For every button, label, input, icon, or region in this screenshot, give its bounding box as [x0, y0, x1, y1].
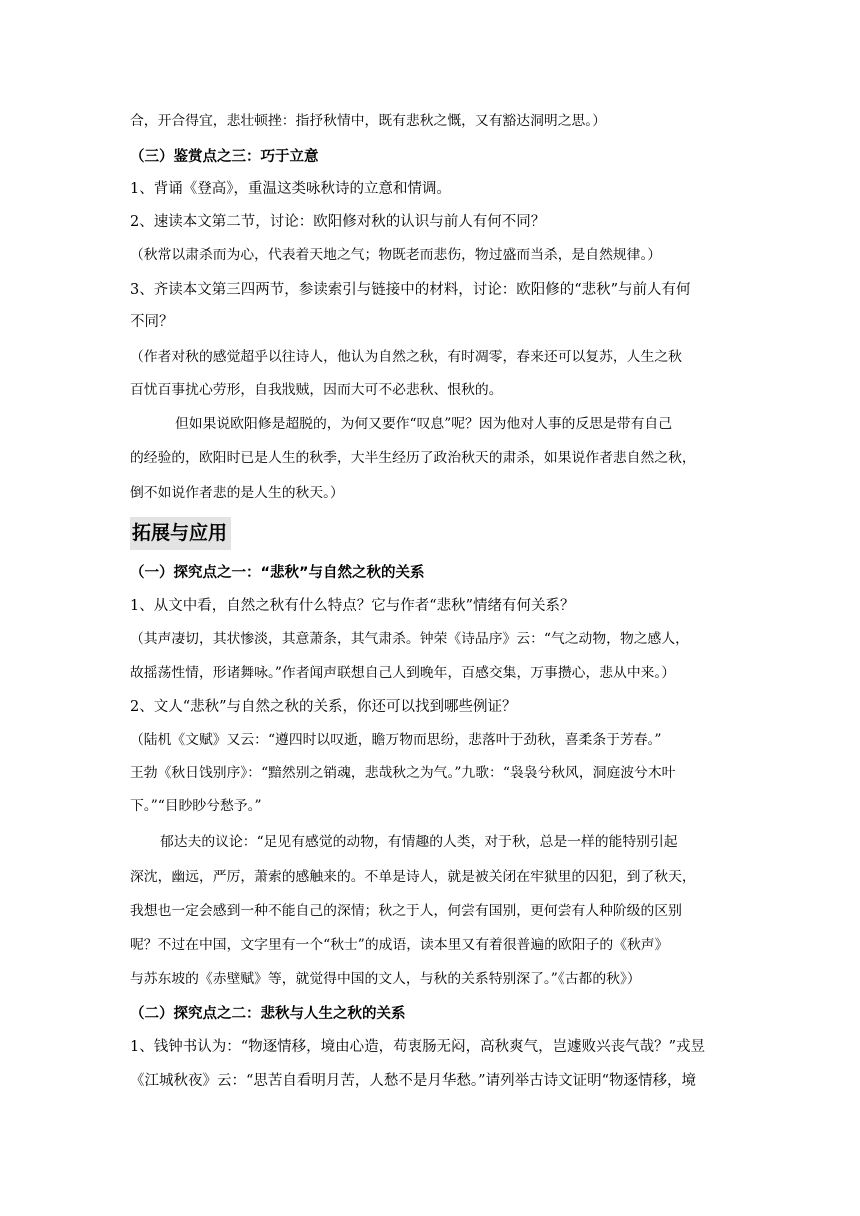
- text-line: 2、文人“悲秋”与自然之秋的关系，你还可以找到哪些例证？: [130, 699, 517, 715]
- text-line: 深沈，幽远，严厉，萧索的感触来的。不单是诗人，就是被关闭在牢狱里的囚犯，到了秋天，: [130, 869, 696, 885]
- text-line: 《江城秋夜》云：“思苦自看明月苦，人愁不是月华愁。”请列举古诗文证明“物逐情移，境: [130, 1073, 696, 1089]
- text-line: （其声凄切，其状惨淡，其意萧条，其气肃杀。钟荣《诗品序》云：“气之动物，物之感人，: [130, 631, 689, 647]
- text-line: 合，开合得宜，悲壮顿挫：指抒秋情中，既有悲秋之慨，又有豁达洞明之思。）: [130, 113, 606, 129]
- text-line: 的经验的，欧阳时已是人生的秋季，大半生经历了政治秋天的肃杀，如果说作者悲自然之秋，: [130, 450, 696, 466]
- text-line: 1、背诵《登高》，重温这类咏秋诗的立意和情调。: [130, 181, 451, 197]
- text-line: （作者对秋的感觉超乎以往诗人，他认为自然之秋，有时凋零，春来还可以复苏，人生之秋: [130, 349, 682, 365]
- text-line: 1、钱钟书认为：“物逐情移，境由心造，苟衷肠无闷，高秋爽气，岂遽败兴丧气哉？”戎昱: [130, 1039, 706, 1055]
- text-line: 3、齐读本文第三四两节，参读索引与链接中的材料，讨论：欧阳修的“悲秋”与前人有何: [130, 282, 691, 298]
- text-line: 王勃《秋日饯别序》：“黯然别之销魂，悲哉秋之为气。”九歌：“袅袅兮秋风，洞庭波兮木叶: [130, 765, 676, 781]
- text-line: 但如果说欧阳修是超脱的，为何又要作“叹息”呢？因为他对人事的反思是带有自己: [175, 416, 672, 432]
- text-line: 百忧百事扰心劳形，自我戕贼，因而大可不必悲秋、恨秋的。: [130, 382, 503, 398]
- text-line: 与苏东坡的《赤壁赋》等，就觉得中国的文人，与秋的关系特别深了。”《古都的秋》）: [130, 971, 641, 987]
- text-line: （秋常以肃杀而为心，代表着天地之气；物既老而悲伤，物过盛而当杀，是自然规律。）: [130, 247, 662, 263]
- text-line: 呢？不过在中国，文字里有一个“秋士”的成语，读本里又有着很普遍的欧阳子的《秋声》: [130, 937, 669, 953]
- text-line: 2、速读本文第二节，讨论：欧阳修对秋的认识与前人有何不同？: [130, 214, 546, 230]
- text-line: 故摇荡性情，形诸舞咏。”作者闻声联想自己人到晚年，百感交集，万事攒心，悲从中来。）: [130, 665, 676, 681]
- text-line: 郁达夫的议论：“足见有感觉的动物，有情趣的人类，对于秋，总是一样的能特别引起: [160, 834, 678, 850]
- section-heading: （二）探究点之二：悲秋与人生之秋的关系: [130, 1006, 406, 1022]
- text-line: （陆机《文赋》又云：“遵四时以叹逝，瞻万物而思纷，悲落叶于劲秋，喜柔条于芳春。”: [130, 732, 662, 748]
- text-line: 不同？: [130, 314, 174, 330]
- text-line: 1、从文中看，自然之秋有什么特点？它与作者“悲秋”情绪有何关系？: [130, 598, 575, 614]
- section-heading: （一）探究点之一：“悲秋”与自然之秋的关系: [130, 565, 425, 581]
- section-heading: （三）鉴赏点之三：巧于立意: [130, 149, 319, 165]
- text-line: 下。”“目眇眇兮愁予。”: [130, 798, 262, 814]
- section-banner: 拓展与应用: [130, 517, 231, 550]
- text-line: 我想也一定会感到一种不能自己的深情；秋之于人，何尝有国别，更何尝有人种阶级的区别: [130, 903, 682, 919]
- text-line: 倒不如说作者悲的是人生的秋天。）: [130, 485, 344, 501]
